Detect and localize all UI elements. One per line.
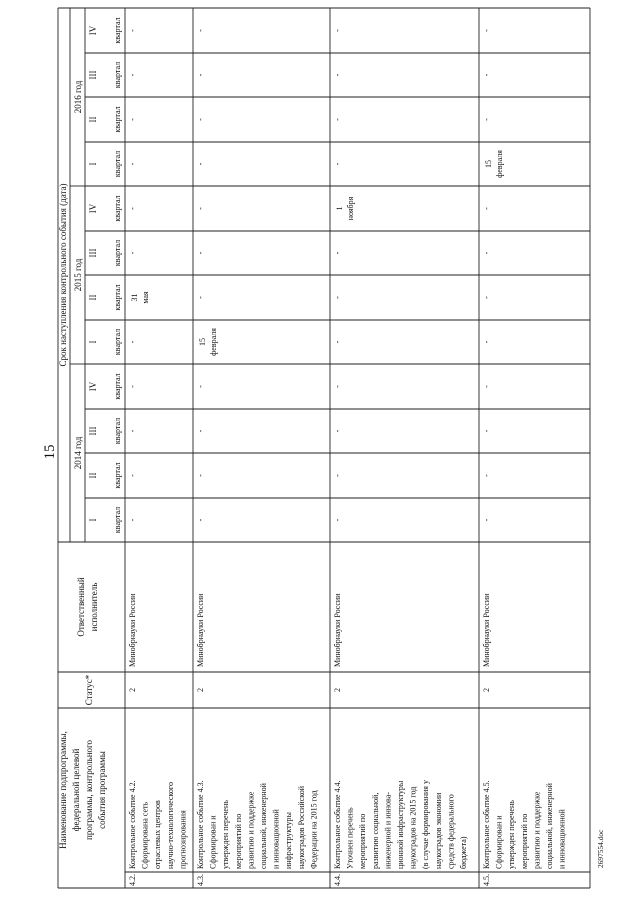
header-quarter-roman: III bbox=[88, 426, 98, 436]
row-executor: Минобрнауки России bbox=[196, 593, 205, 667]
row-deadline-dash: - bbox=[196, 162, 205, 166]
header-quarter-word: квартал bbox=[113, 106, 122, 133]
header-quarter-word: квартал bbox=[113, 17, 122, 44]
row-status: 2 bbox=[196, 688, 205, 692]
header-quarter-roman: I bbox=[88, 162, 98, 166]
header-quarter-roman: II bbox=[88, 294, 98, 301]
header-name: федеральной целевой bbox=[71, 748, 81, 832]
header-quarter-word: квартал bbox=[113, 417, 122, 445]
row-event-name: Федерации на 2015 год bbox=[309, 790, 319, 869]
header-status: Статус* bbox=[84, 674, 94, 706]
row-deadline-month: февраля bbox=[209, 328, 218, 356]
row-deadline-dash: - bbox=[128, 340, 137, 344]
row-event-name: наукоградов Российской bbox=[296, 785, 306, 869]
row-deadline-dash: - bbox=[128, 474, 137, 477]
row-event-name: развитию и поддержке bbox=[532, 791, 542, 869]
row-event-name: инженерной и иннова- bbox=[383, 792, 393, 869]
row-event-name: наукоградов на 2015 год bbox=[408, 786, 418, 869]
row-deadline-date: 31 bbox=[130, 293, 139, 302]
row-deadline-dash: - bbox=[333, 73, 342, 77]
row-deadline-dash: - bbox=[482, 73, 491, 77]
row-deadline-date: 15 bbox=[484, 160, 493, 168]
row-deadline-dash: - bbox=[128, 29, 137, 32]
row-number: 4.4. bbox=[333, 874, 342, 886]
row-number: 4.3. bbox=[196, 874, 205, 886]
header-quarter-word: квартал bbox=[113, 506, 122, 534]
row-deadline-dash: - bbox=[333, 518, 342, 522]
row-deadline-month: февраля bbox=[495, 150, 504, 178]
row-deadline-dash: - bbox=[333, 429, 342, 433]
row-executor: Минобрнауки России bbox=[128, 593, 137, 667]
row-deadline-dash: - bbox=[333, 29, 342, 32]
header-name: события программы bbox=[97, 751, 107, 829]
row-deadline-dash: - bbox=[196, 429, 205, 433]
row-deadline-dash: - bbox=[482, 207, 491, 210]
row-deadline-dash: - bbox=[482, 340, 491, 344]
row-deadline-dash: - bbox=[333, 385, 342, 388]
row-deadline-month: мая bbox=[141, 291, 150, 304]
row-deadline-month: ноября bbox=[346, 196, 355, 221]
row-event-name: Контрольное событие 4.3. bbox=[196, 780, 205, 869]
header-name: Наименование подпрограммы, bbox=[58, 731, 68, 849]
row-event-name: бюджета) bbox=[459, 836, 468, 869]
row-event-name: мероприятий по bbox=[519, 813, 529, 869]
row-event-name: Уточнен перечень bbox=[345, 807, 355, 869]
row-deadline-dash: - bbox=[482, 385, 491, 388]
row-event-name: Контрольное событие 4.2. bbox=[128, 780, 137, 869]
row-event-name: инфраструктуры bbox=[284, 812, 294, 869]
row-event-name: мероприятий по bbox=[358, 813, 368, 869]
row-deadline-dash: - bbox=[333, 251, 342, 255]
row-status: 2 bbox=[482, 688, 491, 692]
header-quarter-word: квартал bbox=[113, 284, 122, 311]
header-quarter-roman: IV bbox=[88, 25, 98, 36]
row-event-name: ционной инфраструктуры bbox=[396, 780, 405, 869]
row-event-name: Сформирован и bbox=[494, 815, 504, 869]
row-event-name: и инновационной bbox=[271, 809, 281, 869]
row-deadline-dash: - bbox=[482, 518, 491, 522]
row-deadline-dash: - bbox=[333, 296, 342, 299]
row-executor: Минобрнауки России bbox=[482, 593, 491, 667]
row-deadline-dash: - bbox=[333, 118, 342, 121]
header-quarter-word: квартал bbox=[113, 373, 122, 400]
header-executor: Ответственный bbox=[76, 577, 86, 637]
control-events-table-grid bbox=[58, 8, 590, 888]
header-quarter-word: квартал bbox=[113, 328, 122, 356]
row-deadline-dash: - bbox=[196, 385, 205, 388]
row-number: 4.2. bbox=[128, 874, 137, 886]
row-deadline-dash: - bbox=[333, 340, 342, 344]
row-deadline-dash: - bbox=[196, 207, 205, 210]
row-status: 2 bbox=[333, 688, 342, 692]
row-event-name: средств федерального bbox=[446, 794, 456, 869]
header-quarter-word: квартал bbox=[113, 61, 122, 89]
page-number: 15 bbox=[42, 444, 58, 460]
footer-doc-code: 2697554.doc bbox=[596, 829, 605, 868]
row-executor: Минобрнауки России bbox=[333, 593, 342, 667]
row-deadline-dash: - bbox=[196, 296, 205, 299]
row-number: 4.5. bbox=[482, 874, 491, 886]
header-quarter-roman: I bbox=[88, 340, 98, 344]
header-quarter-roman: IV bbox=[88, 381, 98, 392]
row-event-name: развитию социальной, bbox=[370, 792, 380, 869]
row-deadline-dash: - bbox=[333, 474, 342, 477]
row-event-name: прогнозирования bbox=[178, 810, 188, 869]
row-event-name: утвержден перечень bbox=[507, 800, 517, 869]
row-deadline-dash: - bbox=[482, 296, 491, 299]
row-deadline-dash: - bbox=[128, 118, 137, 121]
header-quarter-roman: III bbox=[88, 248, 98, 258]
row-event-name: Контрольное событие 4.5. bbox=[482, 780, 491, 869]
row-event-name: развитию и поддержке bbox=[246, 791, 256, 869]
row-event-name: Контрольное событие 4.4. bbox=[333, 780, 342, 869]
row-event-name: (в случае формирования у bbox=[421, 780, 431, 869]
row-event-name: отраслевых центров bbox=[153, 800, 163, 869]
header-year: 2015 год bbox=[73, 258, 83, 292]
header-quarter-word: квартал bbox=[113, 150, 122, 178]
row-deadline-dash: - bbox=[128, 207, 137, 210]
row-deadline-dash: - bbox=[128, 518, 137, 522]
header-executor: исполнитель bbox=[89, 582, 99, 632]
header-quarter-roman: IV bbox=[88, 203, 98, 214]
header-quarter-word: квартал bbox=[113, 239, 122, 267]
row-deadline-date: 15 bbox=[198, 338, 207, 346]
row-deadline-dash: - bbox=[196, 518, 205, 522]
row-deadline-dash: - bbox=[128, 385, 137, 388]
header-quarter-word: квартал bbox=[113, 195, 122, 222]
row-deadline-dash: - bbox=[196, 29, 205, 32]
row-deadline-dash: - bbox=[482, 251, 491, 255]
row-event-name: мероприятий по bbox=[233, 813, 243, 869]
row-event-name: наукоградов экономии bbox=[433, 792, 443, 869]
row-deadline-dash: - bbox=[128, 251, 137, 255]
row-deadline-dash: - bbox=[128, 429, 137, 433]
header-quarter-roman: I bbox=[88, 518, 98, 522]
row-deadline-dash: - bbox=[196, 73, 205, 77]
row-deadline-dash: - bbox=[128, 73, 137, 77]
row-status: 2 bbox=[128, 688, 137, 692]
header-name: программы, контрольного bbox=[84, 740, 94, 840]
row-deadline-dash: - bbox=[196, 474, 205, 477]
header-quarter-roman: III bbox=[88, 70, 98, 80]
row-event-name: Сформирован и bbox=[208, 815, 218, 869]
row-event-name: социальной, инженерной bbox=[545, 783, 554, 869]
row-event-name: утвержден перечень bbox=[221, 800, 231, 869]
row-deadline-dash: - bbox=[482, 118, 491, 121]
row-deadline-dash: - bbox=[482, 29, 491, 32]
header-quarter-roman: II bbox=[88, 116, 98, 123]
row-event-name: Сформирована сеть bbox=[140, 801, 150, 869]
row-deadline-dash: - bbox=[196, 118, 205, 121]
row-deadline-dash: - bbox=[196, 251, 205, 255]
header-year: 2014 год bbox=[73, 436, 83, 470]
header-year: 2016 год bbox=[73, 80, 83, 114]
row-deadline-dash: - bbox=[482, 474, 491, 477]
row-event-name: научно-технологического bbox=[165, 782, 175, 869]
control-events-table-text bbox=[58, 17, 567, 886]
row-deadline-dash: - bbox=[482, 429, 491, 433]
row-deadline-date: 1 bbox=[335, 206, 344, 211]
row-deadline-dash: - bbox=[128, 162, 137, 166]
row-deadline-dash: - bbox=[333, 162, 342, 166]
header-deadline: Срок наступления контрольного события (дата) bbox=[58, 183, 68, 367]
header-quarter-roman: II bbox=[88, 472, 98, 479]
header-quarter-word: квартал bbox=[113, 462, 122, 489]
row-event-name: и инновационной bbox=[557, 809, 567, 869]
row-event-name: социальной, инженерной bbox=[259, 783, 268, 869]
